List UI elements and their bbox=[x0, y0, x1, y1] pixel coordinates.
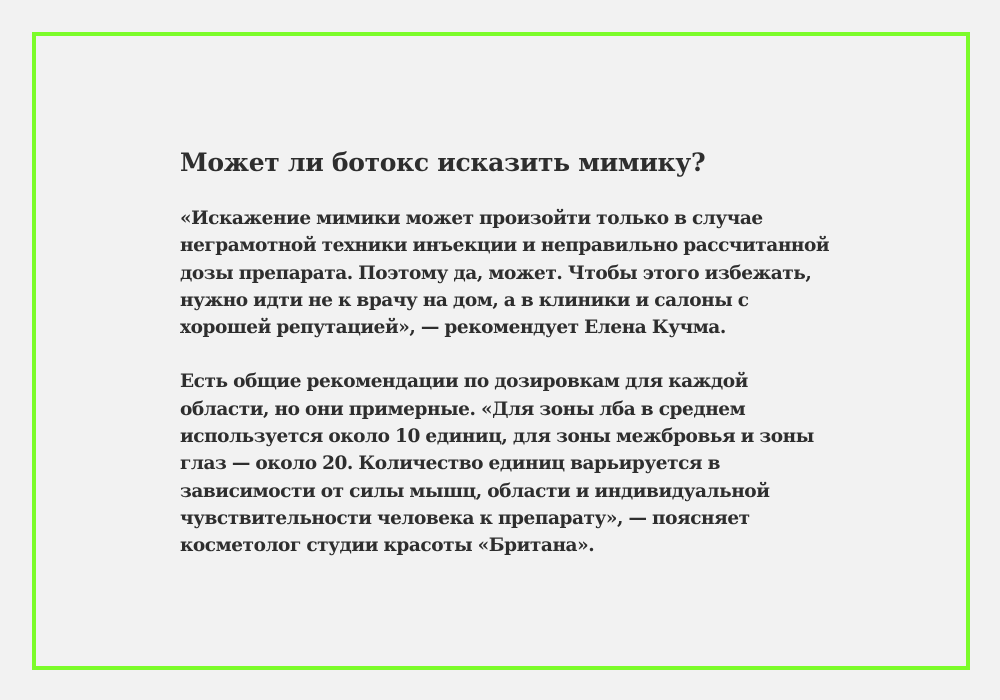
article-content bbox=[180, 145, 840, 560]
paragraph-quote-kuchma: «Искажение мимики может произойти только в случае неграмотной техники инъекции и неправильно рассчитанной дозы препарата. Поэтому да, может. Чтобы этого избежать, нужно идти не к врачу на дом, а в клиники и салоны с хорошей репутацией», — рекомендует Елена Кучма. bbox=[180, 208, 830, 339]
paragraph-dosage-recommendations: Есть общие рекомендации по дозировкам для каждой области, но они примерные. «Для зоны лба в среднем используется около 10 единиц, для зоны межбровья и зоны глаз — около 20. Количество единиц варьируется в зависимости от силы мышц, области и индивидуальной чувствительности человека к препарату», — поясняет косметолог студии красоты «Британа». bbox=[180, 371, 814, 557]
article-heading: Может ли ботокс исказить мимику? bbox=[180, 148, 706, 177]
